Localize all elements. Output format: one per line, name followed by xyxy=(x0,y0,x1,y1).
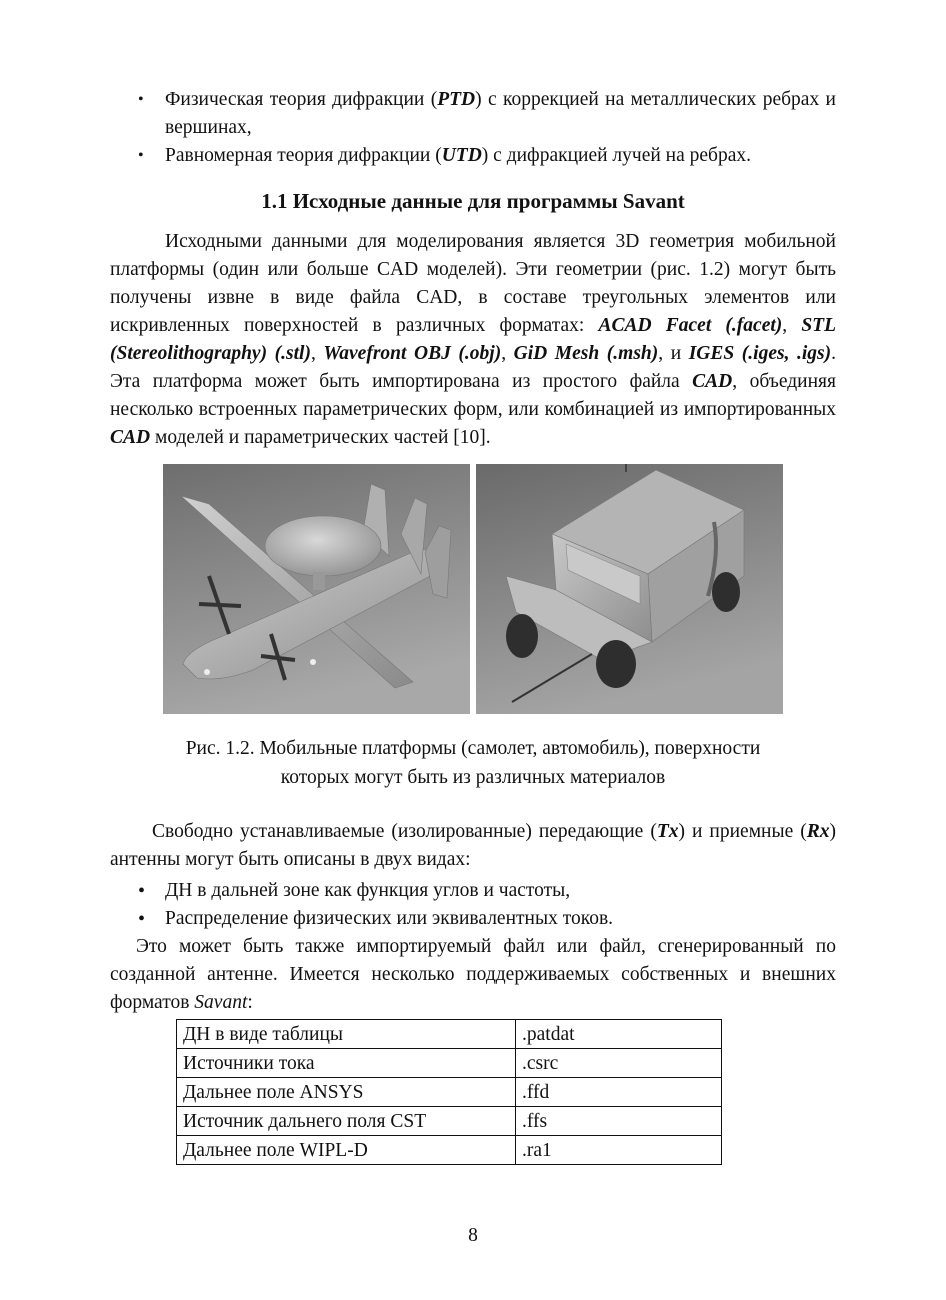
table-row: Дальнее поле ANSYS .ffd xyxy=(177,1078,722,1107)
rx-term: Rx xyxy=(806,821,830,842)
utd-term: UTD xyxy=(441,145,482,166)
list-item: • Физическая теория дифракции (PTD) с коррекцией на металлических ребрах и вершинах, xyxy=(110,86,836,142)
formats-table xyxy=(176,1019,722,1165)
savant-term: Savant xyxy=(194,992,248,1013)
list-item: • ДН в дальней зоне как функция углов и частоты, xyxy=(110,877,836,905)
table-row: Дальнее поле WIPL-D .ra1 xyxy=(177,1136,722,1165)
ptd-term: PTD xyxy=(437,89,476,110)
table-row: Источник дальнего поля CST .ffs xyxy=(177,1107,722,1136)
list-item: • Распределение физических или эквивалентных токов. xyxy=(110,905,836,933)
aircraft-image xyxy=(163,464,470,714)
tx-term: Tx xyxy=(656,821,679,842)
paragraph-antennas: Свободно устанавливаемые (изолированные) передающие (Tx) и приемные (Rx) антенны могут быть описаны в двух видах: xyxy=(110,821,836,870)
bullet-list-mid xyxy=(110,877,836,933)
bullet-list-top xyxy=(110,86,836,170)
list-item: • Равномерная теория дифракции (UTD) с дифракцией лучей на ребрах. xyxy=(110,142,836,170)
figure-1-2 xyxy=(110,464,836,714)
paragraph-input-data: Исходными данными для моделирования является 3D геометрия мобильной платформы (один или больше CAD моделей). Эти геометрии (рис. 1.2) могут быть получены извне в виде файла CAD, в составе треугольных элементов или искривленных поверхностей в различных форматах: ACAD Facet (.facet), STL (Stereolithography) (.stl), Wavefront OBJ (.obj), GiD Mesh (.msh), и IGES (.iges, .igs). Эта платформа может быть импортирована из простого файла CAD, объединяя несколько встроенных параметрических форм, или комбинацией из импортированных CAD моделей и параметрических частей [10]. xyxy=(110,231,837,448)
section-heading: 1.1 Исходные данные для программы Savant xyxy=(261,189,685,213)
table-row: Источники тока .csrc xyxy=(177,1049,722,1078)
table-row: ДН в виде таблицы .patdat xyxy=(177,1020,722,1049)
vehicle-image xyxy=(476,464,783,714)
page-content xyxy=(110,86,836,1165)
page-number: 8 xyxy=(468,1225,478,1246)
paragraph-formats: Это может быть также импортируемый файл или файл, сгенерированный по созданной антенне. Имеется несколько поддерживаемых собственных и внешних форматов Savant: xyxy=(110,936,836,1013)
figure-caption: Рис. 1.2. Мобильные платформы (самолет, автомобиль), поверхности которых могут быть из различных материалов xyxy=(185,738,761,788)
